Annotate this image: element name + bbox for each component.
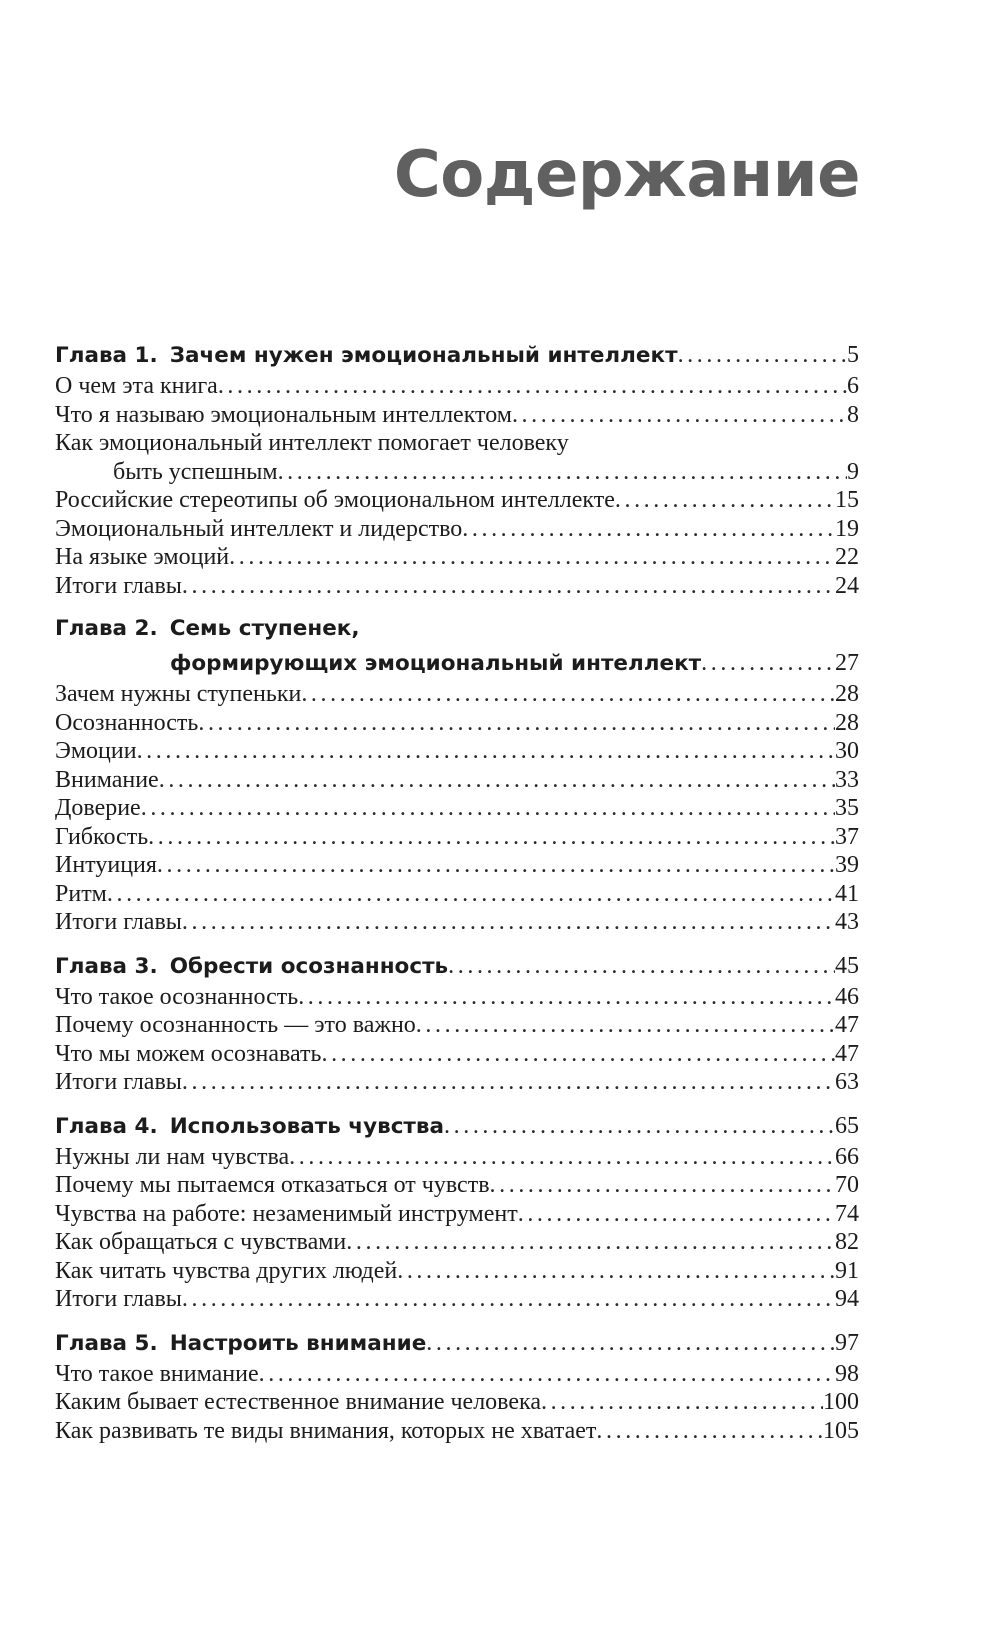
chapter-number: Глава 4. <box>55 1113 158 1139</box>
chapter-number: Глава 2. <box>55 616 158 641</box>
dot-leader <box>301 680 835 709</box>
toc-entry[interactable] <box>55 1257 859 1286</box>
dot-leader <box>397 1257 835 1286</box>
chapter-1 <box>55 338 859 600</box>
toc-entry[interactable] <box>55 766 859 795</box>
toc-entry[interactable] <box>55 1360 859 1389</box>
toc-entry[interactable] <box>55 1417 859 1446</box>
page-number: 91 <box>835 1257 859 1284</box>
dot-leader <box>426 1326 835 1360</box>
entry-title: Эмоции <box>55 738 137 764</box>
page-number: 70 <box>835 1172 859 1198</box>
toc-entry[interactable] <box>55 1040 859 1069</box>
chapter-4 <box>55 1109 859 1314</box>
dot-leader <box>141 794 835 823</box>
page-title: Содержание <box>393 138 860 212</box>
dot-leader <box>157 851 835 880</box>
chapter-title: Обрести осознанность <box>169 953 449 979</box>
page-number: 30 <box>835 738 859 764</box>
page-number: 74 <box>835 1200 859 1227</box>
page-number: 43 <box>835 909 859 935</box>
entry-title: Чувства на работе: незаменимый инструмент <box>55 1200 518 1227</box>
toc-entry[interactable] <box>55 851 859 880</box>
dot-leader <box>298 983 835 1012</box>
entry-title: Итоги главы <box>55 1069 182 1095</box>
dot-leader <box>678 338 847 372</box>
page-number: 37 <box>835 823 859 850</box>
dot-leader <box>490 1171 835 1200</box>
toc-entry[interactable] <box>55 709 859 738</box>
page-number: 28 <box>835 709 859 736</box>
toc-entry[interactable] <box>55 1011 859 1040</box>
page-number: 5 <box>847 342 859 368</box>
entry-title: Ритм <box>55 880 107 907</box>
chapter-heading[interactable] <box>55 949 859 983</box>
chapter-heading-line1[interactable] <box>55 612 859 646</box>
dot-leader <box>596 1417 823 1446</box>
chapter-title: Настроить внимание <box>169 1330 427 1356</box>
chapter-2 <box>55 612 859 937</box>
dot-leader <box>229 543 835 572</box>
toc-entry[interactable] <box>55 1200 859 1229</box>
chapter-title-line1: Семь ступенек, <box>169 616 360 641</box>
chapter-title: Зачем нужен эмоциональный интеллект <box>169 343 678 368</box>
toc-entry[interactable] <box>55 1285 859 1314</box>
chapter-title: Использовать чувства <box>169 1113 445 1139</box>
dot-leader <box>182 908 835 937</box>
page-number: 97 <box>835 1329 859 1356</box>
page-number: 65 <box>835 1112 859 1139</box>
dot-leader <box>512 401 847 430</box>
dot-leader <box>444 1109 835 1143</box>
toc-entry[interactable] <box>55 1228 859 1257</box>
entry-title: Интуиция <box>55 852 157 878</box>
entry-title: Осознанность <box>55 709 199 736</box>
page-number: 100 <box>823 1389 859 1415</box>
entry-title: Зачем нужны ступеньки <box>55 681 302 707</box>
chapter-title: формирующих эмоциональный интеллект <box>170 651 702 676</box>
dot-leader <box>148 823 835 852</box>
dot-leader <box>159 766 835 795</box>
page-number: 63 <box>835 1069 859 1095</box>
toc-entry[interactable] <box>55 572 859 601</box>
entry-title: быть успешным <box>113 458 278 485</box>
entry-title: Гибкость <box>55 823 149 850</box>
entry-title: Эмоциональный интеллект и лидерство <box>55 515 463 542</box>
entry-title: Внимание <box>55 766 159 793</box>
dot-leader <box>198 709 835 738</box>
toc-entry[interactable] <box>55 486 859 515</box>
dot-leader <box>259 1360 835 1389</box>
entry-title: Что такое осознанность <box>55 983 299 1010</box>
toc-entry[interactable] <box>55 680 859 709</box>
page-number: 41 <box>835 880 859 907</box>
page-number: 19 <box>835 515 859 542</box>
entry-title: Как обращаться с чувствами <box>55 1229 347 1255</box>
page-number: 9 <box>847 458 859 485</box>
chapter-heading[interactable] <box>55 1109 859 1143</box>
entry-title: Итоги главы <box>55 572 182 599</box>
toc-entry[interactable] <box>55 372 859 401</box>
dot-leader <box>701 646 835 680</box>
entry-title: Что такое внимание <box>55 1360 259 1387</box>
toc-entry[interactable] <box>55 543 859 572</box>
page-number: 82 <box>835 1229 859 1255</box>
chapter-5 <box>55 1326 859 1446</box>
page-number: 66 <box>835 1143 859 1170</box>
toc-entry[interactable] <box>55 737 859 766</box>
dot-leader <box>518 1200 835 1229</box>
dot-leader <box>416 1011 835 1040</box>
entry-title: Как развивать те виды внимания, которых не хватает <box>55 1417 597 1444</box>
entry-title: Доверие <box>55 795 141 821</box>
toc-entry[interactable] <box>55 823 859 852</box>
entry-title: На языке эмоций <box>55 544 230 570</box>
entry-title: Почему мы пытаемся отказаться от чувств <box>55 1172 490 1198</box>
page-number: 39 <box>835 852 859 878</box>
entry-title: Почему осознанность — это важно <box>55 1012 416 1038</box>
dot-leader <box>541 1388 823 1417</box>
chapter-heading[interactable] <box>55 1326 859 1360</box>
dot-leader <box>182 1068 835 1097</box>
page-number: 46 <box>835 983 859 1010</box>
page-number: 98 <box>835 1360 859 1387</box>
chapter-3 <box>55 949 859 1097</box>
page-number: 27 <box>835 650 859 676</box>
entry-title-line1[interactable]: Как эмоциональный интеллект помогает человеку <box>55 430 569 456</box>
toc-entry[interactable] <box>55 401 859 430</box>
page-number: 105 <box>823 1417 859 1444</box>
page-number: 33 <box>835 766 859 793</box>
dot-leader <box>182 1285 835 1314</box>
toc-entry[interactable] <box>55 794 859 823</box>
chapter-number: Глава 3. <box>55 953 158 979</box>
toc-entry[interactable] <box>55 880 859 909</box>
page-number: 94 <box>835 1286 859 1312</box>
page-number: 35 <box>835 795 859 821</box>
dot-leader <box>615 486 835 515</box>
page-number: 15 <box>835 487 859 513</box>
dot-leader <box>462 515 835 544</box>
page-number: 22 <box>835 544 859 570</box>
page-number: 47 <box>835 1040 859 1067</box>
dot-leader <box>448 949 835 983</box>
dot-leader <box>218 372 847 401</box>
chapter-heading[interactable] <box>55 646 859 680</box>
entry-title: Итоги главы <box>55 909 182 935</box>
entry-title: Нужны ли нам чувства <box>55 1143 290 1170</box>
dot-leader <box>346 1228 835 1257</box>
entry-title: Российские стереотипы об эмоциональном интеллекте <box>55 487 615 513</box>
entry-title: Что я называю эмоциональным интеллектом <box>55 401 512 428</box>
dot-leader <box>137 737 835 766</box>
entry-title: О чем эта книга <box>55 373 218 399</box>
toc-entry[interactable] <box>55 515 859 544</box>
entry-title: Что мы можем осознавать <box>55 1040 322 1067</box>
toc-entry[interactable] <box>55 1068 859 1097</box>
dot-leader <box>289 1143 835 1172</box>
entry-title: Итоги главы <box>55 1286 182 1312</box>
page-number: 8 <box>847 401 859 428</box>
toc-entry[interactable] <box>55 983 859 1012</box>
dot-leader <box>107 880 835 909</box>
dot-leader <box>278 458 847 487</box>
toc-entry[interactable] <box>55 1388 859 1417</box>
toc-entry[interactable] <box>55 908 859 937</box>
page-number: 6 <box>847 373 859 399</box>
entry-title: Как читать чувства других людей <box>55 1257 398 1284</box>
entry-title: Каким бывает естественное внимание человека <box>55 1389 541 1415</box>
toc-entry[interactable] <box>55 458 859 487</box>
chapter-heading[interactable] <box>55 338 859 372</box>
toc-entry[interactable] <box>55 1143 859 1172</box>
dot-leader <box>182 572 835 601</box>
dot-leader <box>321 1040 835 1069</box>
page-number: 47 <box>835 1012 859 1038</box>
toc-entry[interactable] <box>55 1171 859 1200</box>
page-number: 28 <box>835 681 859 707</box>
table-of-contents <box>55 338 859 1457</box>
page-number: 24 <box>835 572 859 599</box>
chapter-number: Глава 5. <box>55 1330 158 1356</box>
chapter-number: Глава 1. <box>55 343 158 368</box>
page-number: 45 <box>835 952 859 979</box>
